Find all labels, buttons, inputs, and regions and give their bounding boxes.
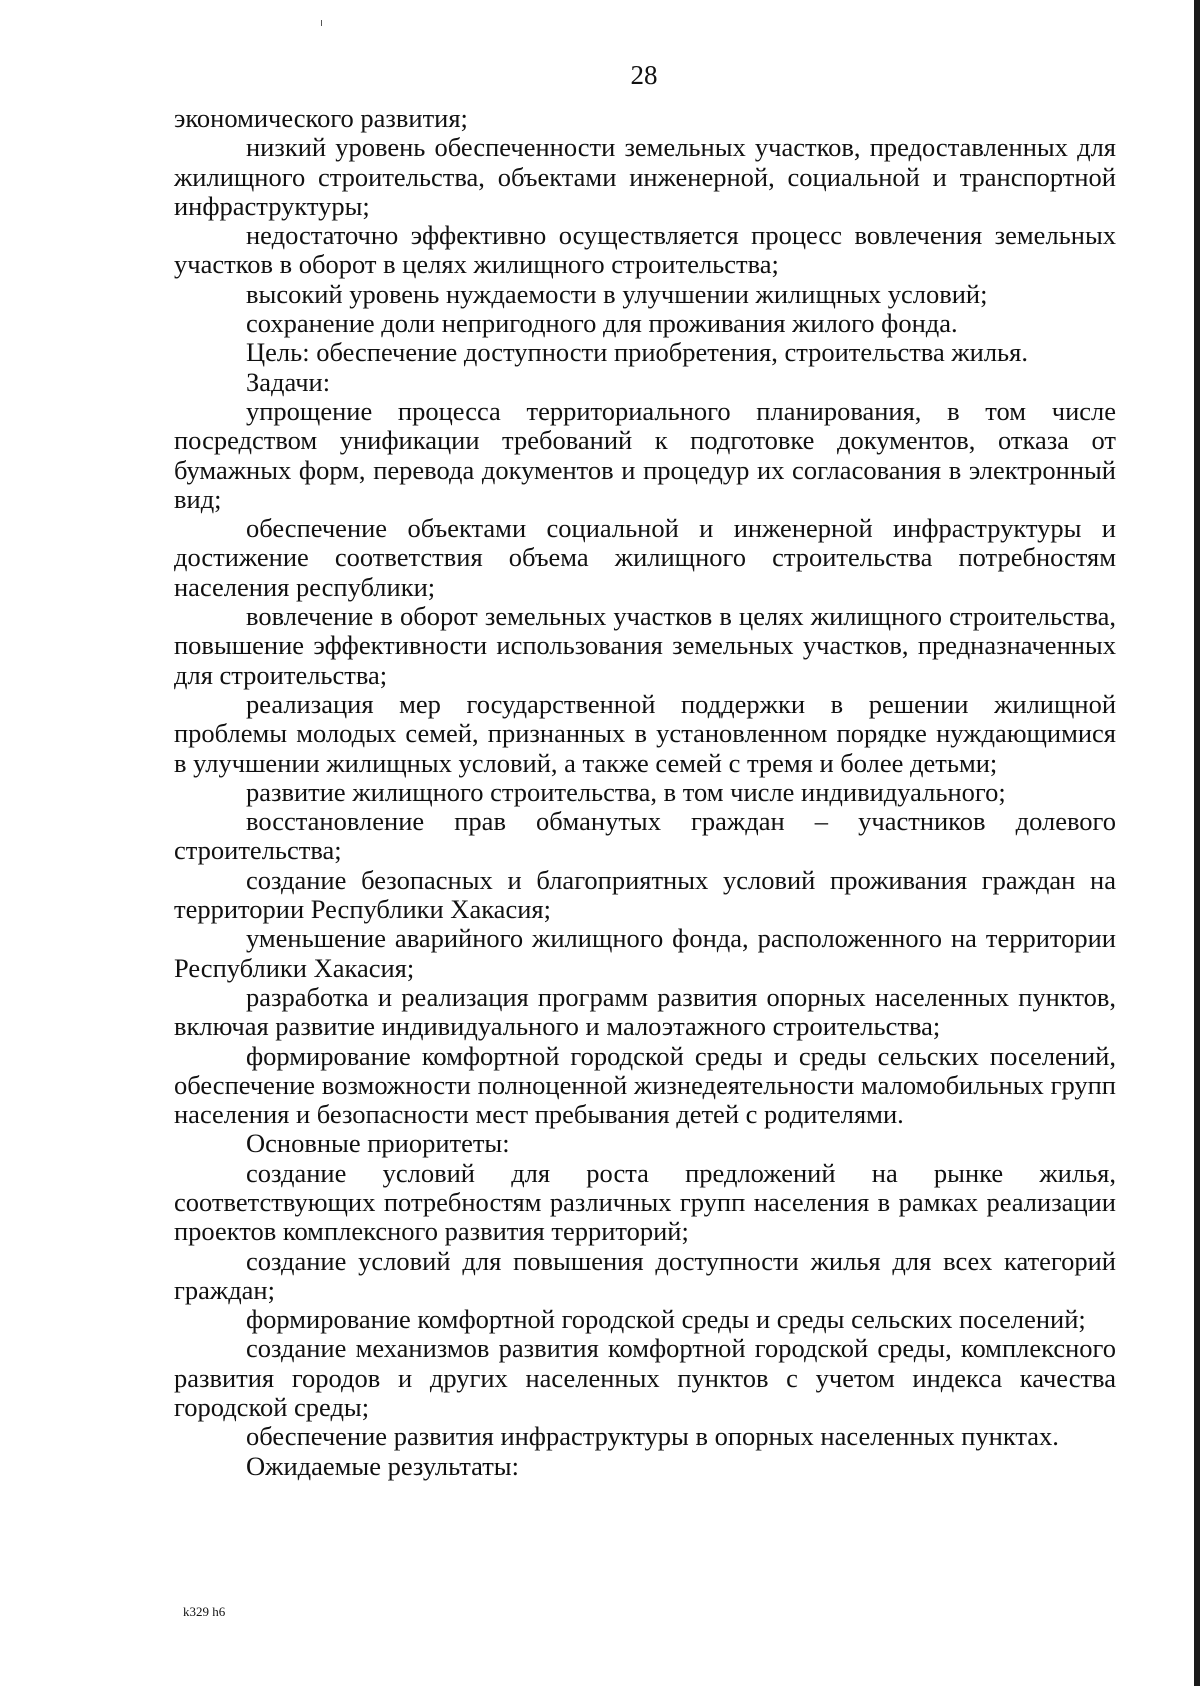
paragraph: восстановление прав обманутых граждан – участников долевого строительства; — [174, 806, 1116, 866]
paragraph: обеспечение объектами социальной и инженерной инфраструктуры и достижение соответствия объема жилищного строительства потребностям населения республики; — [174, 513, 1116, 602]
paragraph: экономического развития; — [174, 103, 468, 133]
paragraph: формирование комфортной городской среды и среды сельских поселений, обеспечение возможности полноценной жизнедеятельности маломобильных групп населения и безопасности мест пребывания детей с родителями. — [174, 1040, 1116, 1130]
footer-code: k329 h6 — [183, 1604, 226, 1619]
paragraph: разработка и реализация программ развития опорных населенных пунктов, включая развитие индивидуального и малоэтажного строительства; — [174, 981, 1116, 1042]
paragraph: формирование комфортной городской среды и среды сельских поселений; — [246, 1304, 1086, 1335]
paragraph: Цель: обеспечение доступности приобретения, строительства жилья. — [246, 337, 1028, 368]
paragraph: развитие жилищного строительства, в том числе индивидуального; — [246, 776, 1006, 807]
paragraph: создание безопасных и благоприятных условий проживания граждан на территории Республики Хакасия; — [174, 864, 1116, 925]
paragraph: вовлечение в оборот земельных участков в целях жилищного строительства, повышение эффективности использования земельных участков, предназначенных для строительства; — [174, 601, 1116, 690]
paragraph: низкий уровень обеспеченности земельных участков, предоставленных для жилищного строительства, объектами инженерной, социальной и транспортной инфраструктуры; — [174, 132, 1116, 221]
paragraph: создание условий для роста предложений на рынке жилья, соответствующих потребностям различных групп населения в рамках реализации проектов комплексного развития территорий; — [174, 1157, 1116, 1247]
paragraph: обеспечение развития инфраструктуры в опорных населенных пунктах. — [246, 1421, 1059, 1452]
paragraph: упрощение процесса территориального планирования, в том числе посредством унификации требований к подготовке документов, отказа от бумажных форм, перевода документов и процедур их согласования в электронный вид; — [174, 395, 1116, 514]
scan-edge — [1194, 0, 1200, 1686]
paragraph: недостаточно эффективно осуществляется процесс вовлечения земельных участков в оборот в целях жилищного строительства; — [174, 220, 1116, 280]
paragraph: сохранение доли непригодного для проживания жилого фонда. — [246, 308, 958, 339]
paragraph: Задачи: — [246, 366, 331, 397]
paragraph: Основные приоритеты: — [246, 1128, 510, 1159]
paragraph: создание условий для повышения доступности жилья для всех категорий граждан; — [174, 1245, 1116, 1305]
paragraph: создание механизмов развития комфортной городской среды, комплексного развития городов и других населенных пунктов с учетом индекса качества городской среды; — [174, 1333, 1116, 1423]
document-body — [174, 104, 1116, 1481]
paragraph: Ожидаемые результаты: — [246, 1450, 519, 1481]
page-number: 28 — [630, 60, 658, 90]
scan-mark — [321, 20, 322, 26]
paragraph: реализация мер государственной поддержки в решении жилищной проблемы молодых семей, признанных в установленном порядке нуждающимися в улучшении жилищных условий, а также семей с тремя и более детьми; — [174, 688, 1116, 778]
paragraph: высокий уровень нуждаемости в улучшении жилищных условий; — [246, 278, 988, 309]
paragraph: уменьшение аварийного жилищного фонда, расположенного на территории Республики Хакасия; — [174, 923, 1116, 983]
